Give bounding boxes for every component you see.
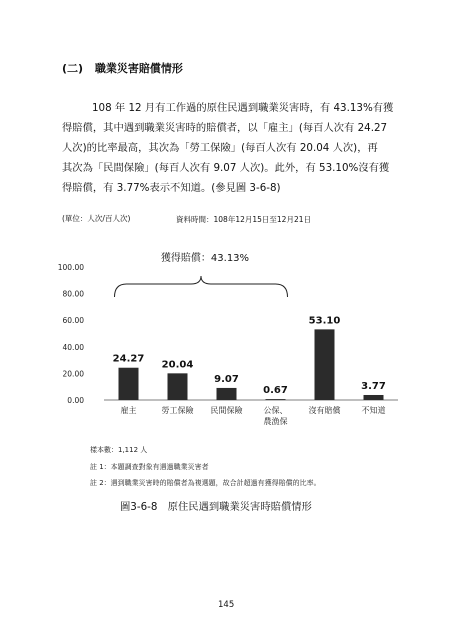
- paragraph-line: 108 年 12 月有工作過的原住民遇到職業災害時，有 43.13%有獲: [92, 102, 394, 114]
- y-tick-label: 0.00: [67, 396, 84, 405]
- unit-label: (單位：人次/百人次): [62, 214, 131, 223]
- x-tick-label: 勞工保險: [161, 406, 194, 415]
- data-label: 0.67: [263, 385, 288, 397]
- bar: [217, 388, 237, 400]
- paragraph-line: 得賠償，有 3.77%表示不知道。(參見圖 3-6-8): [62, 182, 281, 194]
- bar: [119, 368, 139, 400]
- sample-size-note: 樣本數：1,112 人: [90, 446, 148, 454]
- paragraph-line: 其次為「民間保險」(每百人次有 9.07 人次)。此外，有 53.10%沒有獲: [62, 162, 390, 174]
- section-title: 職業災害賠償情形: [94, 62, 183, 75]
- paragraph-line: 人次)的比率最高，其次為「勞工保險」(每百人次有 20.04 人次)，再: [62, 142, 378, 154]
- y-tick-label: 60.00: [62, 316, 84, 326]
- annotation-label: 獲得賠償：43.13%: [160, 253, 250, 264]
- footnote-1: 註 1：本題調查對象有遇過職業災害者: [90, 463, 209, 471]
- y-tick-label: 40.00: [62, 342, 84, 352]
- body-paragraph: [62, 98, 393, 198]
- paragraph-line: 得賠償，其中遇到職業災害時的賠償者，以「雇主」(每百人次有 24.27: [62, 122, 388, 134]
- figure-caption: 圖3-6-8 原住民遇到職業災害時賠償情形: [120, 501, 312, 513]
- bar: [364, 395, 384, 400]
- x-tick-label: 民間保險: [210, 406, 243, 415]
- page-number: 145: [218, 600, 235, 610]
- section-heading: [62, 60, 183, 76]
- data-label: 20.04: [161, 359, 194, 371]
- brace: [115, 276, 288, 297]
- x-tick-label: 不知道: [361, 406, 386, 415]
- survey-period: 資料時間：108年12月15日至12月21日: [176, 215, 311, 224]
- x-tick-label: 雇主: [120, 406, 137, 415]
- y-tick-label: 80.00: [62, 289, 84, 299]
- bar: [266, 399, 286, 400]
- footnote-2: 註 2：遇到職業災害時的賠償者為複選題，故合計超過有獲得賠償的比率。: [90, 479, 321, 487]
- x-tick-label: 沒有賠償: [308, 406, 341, 415]
- data-label: 24.27: [112, 353, 145, 365]
- x-tick-label: 農漁保: [263, 417, 288, 426]
- data-label: 3.77: [361, 380, 386, 392]
- bar: [168, 373, 188, 400]
- y-tick-label: 20.00: [62, 369, 84, 379]
- bar-chart: [0, 240, 452, 445]
- x-tick-label: 公保、: [263, 406, 288, 415]
- section-number: (二): [62, 62, 84, 75]
- data-label: 9.07: [214, 373, 239, 385]
- y-tick-label: 100.00: [57, 263, 84, 272]
- bar: [315, 329, 335, 400]
- data-label: 53.10: [308, 315, 341, 327]
